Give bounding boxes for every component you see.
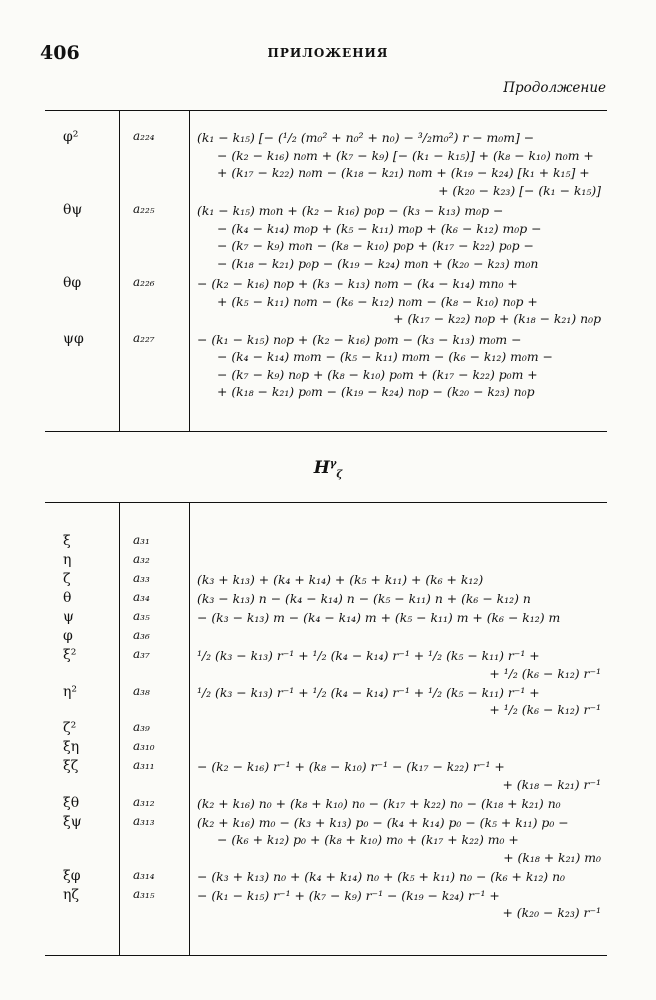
expression-line: − (k₆ + k₁₂) p₀ + (k₈ + k₁₀) m₀ + (k₁₇ + k₂₂) m₀ + — [217, 832, 519, 847]
row-name: ξφ — [63, 867, 81, 884]
column-divider — [189, 111, 190, 431]
running-title: ПРИЛОЖЕНИЯ — [267, 46, 389, 60]
row-expression — [197, 758, 601, 793]
row-coefficient: a₂₂₄ — [133, 129, 155, 143]
expression-line: (k₃ − k₁₃) n − (k₄ − k₁₄) n − (k₅ − k₁₁) n + (k₆ − k₁₂) n — [197, 591, 531, 606]
row-coefficient: a₃₁₄ — [133, 867, 155, 882]
expression-line: − (k₄ − k₁₄) m₀m − (k₅ − k₁₁) m₀m − (k₆ − k₁₂) m₀m − — [217, 349, 553, 364]
row-name: ηζ — [63, 886, 79, 903]
row-coefficient: a₃₂ — [133, 552, 150, 566]
row-coefficient: a₃₄ — [133, 590, 150, 604]
row-coefficient: a₃₅ — [133, 609, 150, 623]
row-expression — [197, 590, 601, 608]
expression-line: − (k₁ − k₁₅) r⁻¹ + (k₇ − k₉) r⁻¹ − (k₁₉ − k₂₄) r⁻¹ + — [197, 887, 500, 903]
row-expression — [197, 868, 601, 886]
expression-line: (k₂ + k₁₆) m₀ − (k₃ + k₁₃) p₀ − (k₄ + k₁₄) p₀ − (k₅ + k₁₁) p₀ − — [197, 814, 569, 830]
row-name: η² — [63, 683, 77, 700]
section-heading-symbol: H — [313, 458, 330, 478]
expression-line: − (k₁₈ − k₂₁) p₀p − (k₁₉ − k₂₄) m₀n + (k₂₀ − k₂₃) m₀n — [217, 255, 539, 271]
section-heading-sup: γ — [329, 458, 337, 470]
row-coefficient: a₃₁₅ — [133, 886, 155, 901]
expression-line: (k₃ + k₁₃) + (k₄ + k₁₄) + (k₅ + k₁₁) + (k₆ + k₁₂) — [197, 572, 484, 587]
expression-line: − (k₇ − k₉) n₀p + (k₈ − k₁₀) p₀m + (k₁₇ − k₂₂) p₀m + — [217, 366, 538, 382]
row-coefficient: a₃₇ — [133, 647, 150, 661]
row-name: η — [63, 552, 72, 568]
expression-line: (k₁ − k₁₅) m₀n + (k₂ − k₁₆) p₀p − (k₃ − k₁₃) m₀p − — [197, 203, 504, 218]
expression-line: − (k₃ − k₁₃) m − (k₄ − k₁₄) m + (k₅ − k₁₁) m + (k₆ − k₁₂) m — [197, 610, 561, 625]
expression-line: − (k₄ − k₁₄) m₀p + (k₅ − k₁₁) m₀p + (k₆ − k₁₂) m₀p − — [217, 220, 542, 236]
column-divider — [189, 503, 190, 955]
row-coefficient: a₃₁₃ — [133, 813, 155, 828]
expression-line: − (k₃ + k₁₃) n₀ + (k₄ + k₁₄) n₀ + (k₅ + k₁₁) n₀ − (k₆ + k₁₂) n₀ — [197, 868, 566, 884]
row-expression — [197, 571, 601, 589]
row-name: ζ² — [63, 720, 77, 736]
expression-line: + (k₁₈ − k₂₁) p₀m − (k₁₉ − k₂₄) n₀p − (k₂₀ − k₂₃) n₀p — [217, 384, 535, 399]
row-coefficient: a₃₃ — [133, 571, 150, 585]
continued-label: Продолжение — [503, 80, 606, 96]
table-bottom — [45, 502, 607, 956]
section-heading — [0, 458, 656, 480]
expression-line: − (k₂ − k₁₆) n₀m + (k₇ − k₉) [− (k₁ − k₁₅)] + (k₈ − k₁₀) n₀m + — [217, 147, 594, 163]
row-name: φ² — [63, 129, 79, 145]
page-number: 406 — [40, 42, 80, 64]
row-coefficient: a₃₆ — [133, 628, 150, 642]
row-coefficient: a₂₂₇ — [133, 330, 155, 345]
row-expression — [197, 684, 601, 719]
row-expression — [197, 647, 601, 682]
row-expression — [197, 129, 601, 199]
expression-line: + (k₁₈ − k₂₁) r⁻¹ — [502, 776, 601, 792]
row-expression — [197, 814, 601, 867]
column-divider — [119, 111, 120, 431]
expression-line: − (k₇ − k₉) m₀n − (k₈ − k₁₀) p₀p + (k₁₇ − k₂₂) p₀p − — [217, 238, 534, 253]
row-name: θψ — [63, 202, 83, 218]
expression-line: + (k₁₇ − k₂₂) n₀p + (k₁₈ − k₂₁) n₀p — [393, 311, 601, 326]
expression-line: ¹/₂ (k₃ − k₁₃) r⁻¹ + ¹/₂ (k₄ − k₁₄) r⁻¹ + ¹/₂ (k₅ − k₁₁) r⁻¹ + — [197, 684, 540, 700]
row-expression — [197, 887, 601, 922]
row-name: ψ — [63, 609, 74, 625]
table-top — [45, 110, 607, 432]
expression-line: − (k₂ − k₁₆) n₀p + (k₃ − k₁₃) n₀m − (k₄ − k₁₄) mn₀ + — [197, 276, 518, 291]
row-name: ξζ — [63, 758, 79, 774]
row-coefficient: a₃₁₀ — [133, 739, 155, 753]
section-heading-sub: ζ — [336, 469, 343, 481]
expression-line: + ¹/₂ (k₆ − k₁₂) r⁻¹ — [489, 665, 601, 681]
row-name: φ — [63, 628, 73, 644]
expression-line: − (k₂ − k₁₆) r⁻¹ + (k₈ − k₁₀) r⁻¹ − (k₁₇ − k₂₂) r⁻¹ + — [197, 759, 505, 774]
row-expression — [197, 331, 601, 401]
row-name: θφ — [63, 275, 82, 291]
row-coefficient: a₃₁ — [133, 533, 150, 547]
row-coefficient: a₃₁₂ — [133, 794, 155, 809]
row-coefficient: a₃₈ — [133, 683, 150, 698]
expression-line: ¹/₂ (k₃ − k₁₃) r⁻¹ + ¹/₂ (k₄ − k₁₄) r⁻¹ + ¹/₂ (k₅ − k₁₁) r⁻¹ + — [197, 648, 540, 663]
row-name: ψφ — [63, 330, 84, 347]
expression-line: + (k₂₀ − k₂₃) [− (k₁ − k₁₅)] — [438, 182, 601, 198]
row-coefficient: a₂₂₆ — [133, 275, 155, 289]
row-name: ξψ — [63, 813, 82, 830]
row-name: ξ — [63, 533, 71, 549]
row-expression — [197, 795, 601, 813]
row-name: ξη — [63, 739, 80, 755]
row-coefficient: a₃₉ — [133, 720, 150, 734]
row-name: ξθ — [63, 794, 80, 811]
expression-line: + ¹/₂ (k₆ − k₁₂) r⁻¹ — [489, 702, 601, 717]
row-coefficient: a₂₂₅ — [133, 202, 155, 216]
expression-line: + (k₁₇ − k₂₂) n₀m − (k₁₈ − k₂₁) n₀m + (k₁₉ − k₂₄) [k₁ + k₁₅] + — [217, 165, 590, 180]
row-name: ξ² — [63, 647, 77, 663]
expression-line: + (k₂₀ − k₂₃) r⁻¹ — [502, 905, 601, 920]
row-coefficient: a₃₁₁ — [133, 758, 155, 772]
row-expression — [197, 275, 601, 328]
row-expression — [197, 202, 601, 272]
row-expression — [197, 609, 601, 627]
expression-line: + (k₅ − k₁₁) n₀m − (k₆ − k₁₂) n₀m − (k₈ − k₁₀) n₀p + — [217, 293, 538, 309]
row-name: θ — [63, 590, 72, 606]
row-name: ζ — [63, 571, 71, 587]
expression-line: − (k₁ − k₁₅) n₀p + (k₂ − k₁₆) p₀m − (k₃ − k₁₃) m₀m − — [197, 331, 522, 347]
expression-line: + (k₁₈ + k₂₁) m₀ — [503, 849, 601, 865]
column-divider — [119, 503, 120, 955]
expression-line: (k₁ − k₁₅) [− (¹/₂ (m₀² + n₀² + n₀) − ³/₂m₀²) r − m₀m] − — [197, 130, 535, 145]
expression-line: (k₂ + k₁₆) n₀ + (k₈ + k₁₀) n₀ − (k₁₇ + k₂₂) n₀ − (k₁₈ + k₂₁) n₀ — [197, 795, 561, 811]
